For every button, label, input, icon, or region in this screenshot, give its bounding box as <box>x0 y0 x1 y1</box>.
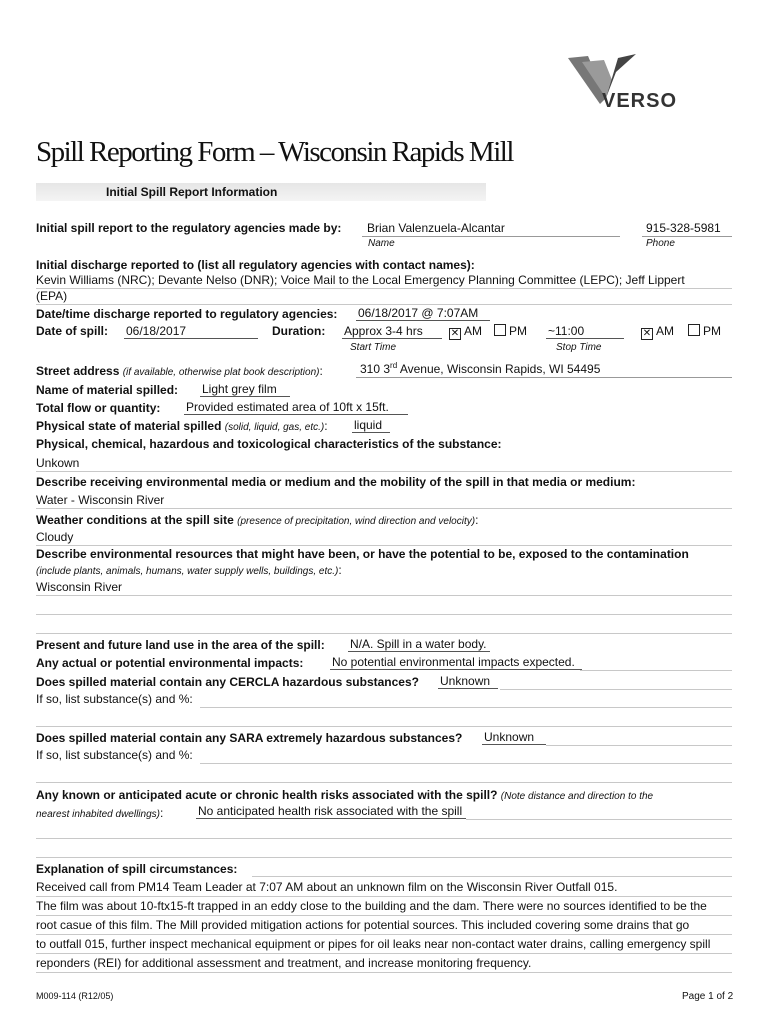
section-heading: Initial Spill Report Information <box>106 185 278 199</box>
health-risks-value: No anticipated health risk associated with the spill <box>196 804 466 819</box>
material-name-value: Light grey film <box>200 382 290 397</box>
physical-state-label: Physical state of material spilled <box>36 419 222 433</box>
physical-state-value: liquid <box>352 418 390 433</box>
characteristics-value: Unkown <box>36 456 80 470</box>
weather-row <box>36 513 478 527</box>
reporter-phone: 915-328-5981 <box>646 221 721 235</box>
sara-label: Does spilled material contain any SARA extremely hazardous substances? <box>36 731 463 745</box>
start-pm-label: PM <box>509 324 527 338</box>
env-resources-colon: : <box>338 563 342 577</box>
duration-label: Duration: <box>272 324 326 338</box>
start-am-option[interactable] <box>449 324 482 340</box>
start-time-caption: Start Time <box>350 342 397 353</box>
sara-sub-label: If so, list substance(s) and %: <box>36 748 193 762</box>
health-risks-row <box>36 788 653 802</box>
health-risks-hint2: nearest inhabited dwellings) <box>36 809 160 820</box>
form-title: Spill Reporting Form – Wisconsin Rapids Mill <box>36 136 513 168</box>
start-am-checkbox[interactable]: ✕ <box>450 328 460 339</box>
stop-time-caption: Stop Time <box>556 342 602 353</box>
stop-am-checkbox[interactable]: ✕ <box>642 328 652 339</box>
report-made-by-label: Initial spill report to the regulatory agencies made by: <box>36 221 342 235</box>
env-impacts-label: Any actual or potential environmental impacts: <box>36 656 304 670</box>
sara-value: Unknown <box>482 730 546 745</box>
explanation-line: Received call from PM14 Team Leader at 7:07 AM about an unknown film on the Wisconsin River Outfall 015. <box>36 880 618 894</box>
weather-value: Cloudy <box>36 530 74 544</box>
initial-discharge-line1: Kevin Williams (NRC); Devante Nelso (DNR); Voice Mail to the Local Emergency Planning Committee (LEPC); Jeff Lippert <box>36 273 685 287</box>
material-name-label: Name of material spilled: <box>36 383 179 397</box>
reporter-name: Brian Valenzuela-Alcantar <box>367 221 505 235</box>
stop-time-value: ~11:00 <box>546 324 624 339</box>
explanation-line: to outfall 015, further inspect mechanical equipment or pipes for oil leaks near non-contact water drains, calling emergency spill <box>36 937 711 951</box>
stop-am-option[interactable] <box>641 324 674 340</box>
initial-discharge-label: Initial discharge reported to (list all regulatory agencies with contact names): <box>36 258 475 272</box>
datetime-reported-label: Date/time discharge reported to regulatory agencies: <box>36 307 338 321</box>
street-number: 310 3 <box>360 362 391 376</box>
env-resources-label: Describe environmental resources that might have been, or have the potential to be, exposed to the contamination <box>36 547 689 561</box>
env-resources-hint: (include plants, animals, humans, water supply wells, buildings, etc.) <box>36 566 339 577</box>
phone-caption: Phone <box>646 238 675 249</box>
weather-label: Weather conditions at the spill site <box>36 513 234 527</box>
name-caption: Name <box>368 238 395 249</box>
street-suffix: rd <box>390 361 398 370</box>
cercla-label: Does spilled material contain any CERCLA hazardous substances? <box>36 675 419 689</box>
verso-logo <box>560 52 720 114</box>
explanation-line: reponders (REI) for additional assessment and treatment, and increase monitoring frequency. <box>36 956 532 970</box>
logo-text: VERSO <box>602 90 678 112</box>
env-impacts-value: No potential environmental impacts expected. <box>330 655 582 670</box>
initial-discharge-line2: (EPA) <box>36 289 68 303</box>
cercla-sub-label: If so, list substance(s) and %: <box>36 692 193 706</box>
land-use-value: N/A. Spill in a water body. <box>348 637 490 652</box>
stop-pm-label: PM <box>703 324 721 338</box>
characteristics-label: Physical, chemical, hazardous and toxicological characteristics of the substance: <box>36 437 502 451</box>
weather-hint: (presence of precipitation, wind direction and velocity) <box>237 516 476 527</box>
weather-colon: : <box>475 513 479 527</box>
explanation-line: The film was about 10-ftx15-ft trapped in an eddy close to the building and the dam. There were no sources identified to be the <box>36 899 707 913</box>
street-address-row <box>36 364 323 378</box>
date-of-spill-value: 06/18/2017 <box>124 324 258 339</box>
environmental-media-value: Water - Wisconsin River <box>36 493 165 507</box>
environmental-media-label: Describe receiving environmental media or medium and the mobility of the spill in that media or medium: <box>36 475 636 489</box>
form-id: M009-114 (R12/05) <box>36 991 114 1001</box>
cercla-value: Unknown <box>438 674 498 689</box>
start-time-value: Approx 3-4 hrs <box>342 324 442 339</box>
date-of-spill-label: Date of spill: <box>36 324 109 338</box>
street-address-hint: (if available, otherwise plat book description) <box>122 367 320 378</box>
health-risks-hint1: (Note distance and direction to the <box>500 791 654 802</box>
stop-pm-checkbox[interactable] <box>688 324 700 336</box>
total-flow-value: Provided estimated area of 10ft x 15ft. <box>184 400 408 415</box>
start-pm-checkbox[interactable] <box>494 324 506 336</box>
start-pm-option[interactable] <box>494 324 527 338</box>
env-resources-value: Wisconsin River <box>36 580 123 594</box>
env-resources-hint-row <box>36 563 342 577</box>
page-number: Page 1 of 2 <box>682 991 734 1002</box>
land-use-label: Present and future land use in the area of the spill: <box>36 638 325 652</box>
stop-am-label: AM <box>656 324 674 338</box>
health-risks-colon: : <box>159 806 164 820</box>
physical-state-colon: : <box>324 419 328 433</box>
street-address-label: Street address <box>36 364 120 378</box>
explanation-label: Explanation of spill circumstances: <box>36 862 238 876</box>
health-risks-hint-row <box>36 806 163 820</box>
street-address-value <box>360 361 600 376</box>
physical-state-row <box>36 419 328 433</box>
health-risks-label: Any known or anticipated acute or chronic health risks associated with the spill? <box>36 788 498 802</box>
street-address-colon: : <box>319 364 323 378</box>
physical-state-hint: (solid, liquid, gas, etc.) <box>224 422 325 433</box>
stop-pm-option[interactable] <box>688 324 721 338</box>
street-rest: Avenue, Wisconsin Rapids, WI 54495 <box>397 362 601 376</box>
datetime-reported-value: 06/18/2017 @ 7:07AM <box>356 306 490 321</box>
total-flow-label: Total flow or quantity: <box>36 401 161 415</box>
start-am-label: AM <box>464 324 482 338</box>
explanation-line: root casue of this film. The Mill provided mitigation actions for potential sources. This included covering some drains that go <box>36 918 690 932</box>
